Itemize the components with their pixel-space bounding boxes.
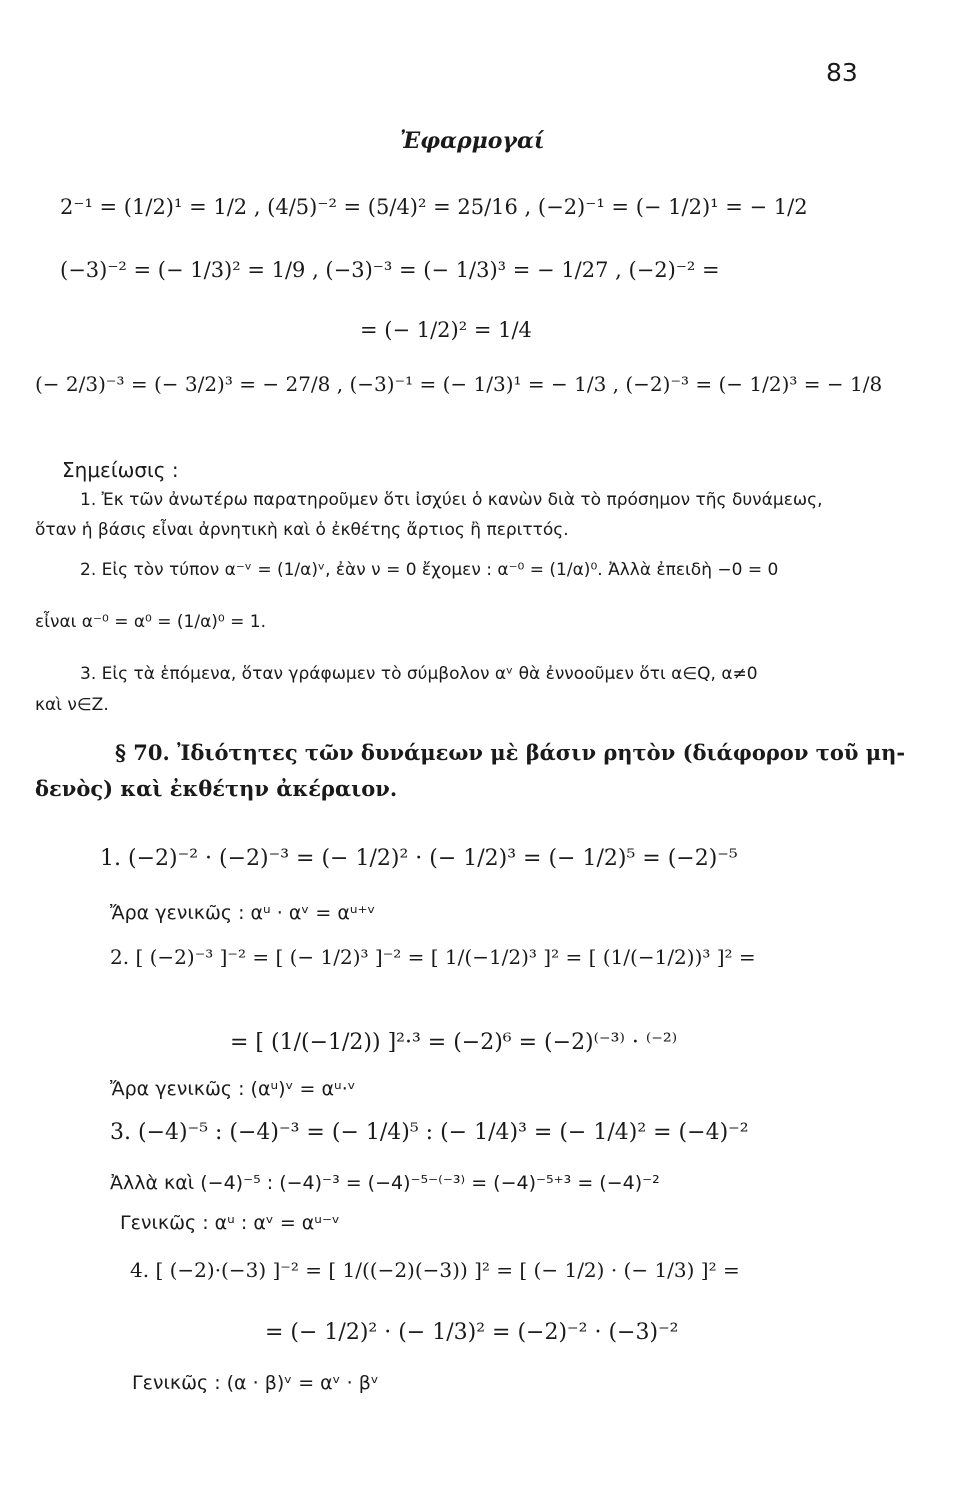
property-equation: = (− 1/2)² · (− 1/3)² = (−2)⁻² · (−3)⁻² xyxy=(265,1320,679,1345)
property-equation: = [ (1/(−1/2)) ]²·³ = (−2)⁶ = (−2)⁽⁻³⁾ · ⁽⁻²⁾ xyxy=(230,1030,678,1055)
general-rule: Ἄρα γενικῶς : (αᵘ)ᵛ = αᵘ·ᵛ xyxy=(110,1078,356,1100)
application-line: = (− 1/2)² = 1/4 xyxy=(360,318,532,342)
property-equation: 4. [ (−2)·(−3) ]⁻² = [ 1/((−2)(−3)) ]² = [ (− 1/2) · (− 1/3) ]² = xyxy=(130,1258,740,1282)
section-title-line2: δενὸς) καὶ ἐκθέτην ἀκέραιον. xyxy=(35,776,398,801)
page-number: 83 xyxy=(826,58,858,87)
application-line: (−3)⁻² = (− 1/3)² = 1/9 , (−3)⁻³ = (− 1/3)³ = − 1/27 , (−2)⁻² = xyxy=(60,258,720,282)
section-title-line1: § 70. Ἰδιότητες τῶν δυνάμεων μὲ βάσιν ρητὸν (διάφορον τοῦ μη- xyxy=(115,740,906,765)
note-line: εἶναι α⁻⁰ = α⁰ = (1/α)⁰ = 1. xyxy=(35,612,267,632)
note-line: ὅταν ἡ βάσις εἶναι ἀρνητικὴ καὶ ὁ ἐκθέτης ἄρτιος ἢ περιττός. xyxy=(35,520,569,540)
property-equation: Ἀλλὰ καὶ (−4)⁻⁵ : (−4)⁻³ = (−4)⁻⁵⁻⁽⁻³⁾ = (−4)⁻⁵⁺³ = (−4)⁻² xyxy=(110,1172,660,1194)
applications-heading: Ἐφαρμογαί xyxy=(400,128,545,154)
note-line: 2. Εἰς τὸν τύπον α⁻ᵛ = (1/α)ᵛ, ἐὰν ν = 0 ἔχομεν : α⁻⁰ = (1/α)⁰. Ἀλλὰ ἐπειδὴ −0 = 0 xyxy=(80,560,779,580)
property-equation: 3. (−4)⁻⁵ : (−4)⁻³ = (− 1/4)⁵ : (− 1/4)³ = (− 1/4)² = (−4)⁻² xyxy=(110,1120,749,1145)
general-rule: Ἄρα γενικῶς : αᵘ · αᵛ = αᵘ⁺ᵛ xyxy=(110,902,376,924)
notes-heading: Σημείωσις : xyxy=(62,458,179,482)
general-rule: Γενικῶς : αᵘ : αᵛ = αᵘ⁻ᵛ xyxy=(120,1212,340,1234)
note-line: 1. Ἐκ τῶν ἀνωτέρω παρατηροῦμεν ὅτι ἰσχύει ὁ κανὼν διὰ τὸ πρόσημον τῆς δυνάμεως, xyxy=(80,490,823,510)
general-rule: Γενικῶς : (α · β)ᵛ = αᵛ · βᵛ xyxy=(132,1372,379,1394)
application-line: (− 2/3)⁻³ = (− 3/2)³ = − 27/8 , (−3)⁻¹ = (− 1/3)¹ = − 1/3 , (−2)⁻³ = (− 1/2)³ = − 1/8 xyxy=(35,372,883,396)
application-line: 2⁻¹ = (1/2)¹ = 1/2 , (4/5)⁻² = (5/4)² = 25/16 , (−2)⁻¹ = (− 1/2)¹ = − 1/2 xyxy=(60,195,808,219)
property-equation: 1. (−2)⁻² · (−2)⁻³ = (− 1/2)² · (− 1/2)³ = (− 1/2)⁵ = (−2)⁻⁵ xyxy=(100,846,738,871)
note-line: 3. Εἰς τὰ ἑπόμενα, ὅταν γράφωμεν τὸ σύμβολον αᵛ θὰ ἐννοοῦμεν ὅτι α∈Q, α≠0 xyxy=(80,664,758,684)
property-equation: 2. [ (−2)⁻³ ]⁻² = [ (− 1/2)³ ]⁻² = [ 1/(−1/2)³ ]² = [ (1/(−1/2))³ ]² = xyxy=(110,945,756,969)
note-line: καὶ ν∈Z. xyxy=(35,695,109,715)
